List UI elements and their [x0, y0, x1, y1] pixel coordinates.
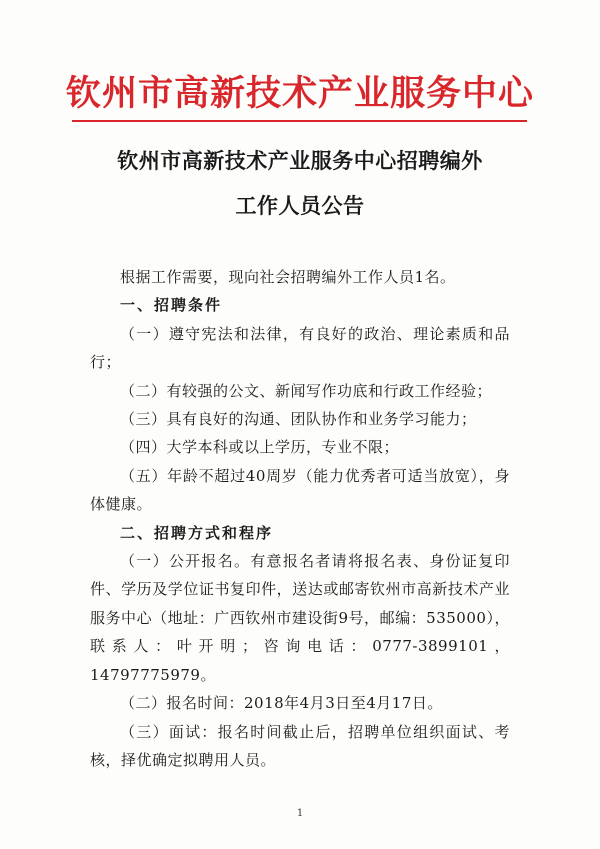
condition-item-4: （四）大学本科或以上学历，专业不限； [120, 438, 400, 457]
notice-body [90, 263, 510, 774]
section-heading-conditions: 一、招聘条件 [120, 296, 223, 315]
letterhead-title: 钦州市高新技术产业服务中心 [65, 73, 534, 114]
condition-item-2: （二）有较强的公文、新闻写作功底和行政工作经验； [120, 381, 493, 400]
notice-title-line-2: 工作人员公告 [235, 193, 365, 218]
intro-paragraph: 根据工作需要，现向社会招聘编外工作人员1名。 [120, 268, 456, 286]
section-heading-procedure: 二、招聘方式和程序 [120, 523, 274, 542]
condition-item-3: （三）具有良好的沟通、团队协作和业务学习能力； [120, 410, 477, 429]
page-number: 1 [296, 808, 304, 819]
letterhead-red-rule [72, 120, 527, 122]
notice-title-line-1: 钦州市高新技术产业服务中心招聘编外 [117, 148, 483, 173]
procedure-item-2: （二）报名时间：2018年4月3日至4月17日。 [120, 694, 443, 713]
procedure-item-3: （三）面试：报名时间截止后，招聘单位组织面试、考核，择优确定拟聘用人员。 [90, 722, 510, 769]
condition-item-5: （五）年龄不超过40周岁（能力优秀者可适当放宽），身体健康。 [90, 466, 510, 514]
procedure-item-1: （一）公开报名。有意报名者请将报名表、身份证复印件、学历及学位证书复印件，送达或邮寄钦州市高新技术产业服务中心（地址：广西钦州市建设街9号，邮编：535000），联系人：叶开明；咨询电话：0777-3899101，14797775979。 [90, 552, 510, 684]
condition-item-1: （一）遵守宪法和法律，有良好的政治、理论素质和品行； [90, 324, 510, 372]
